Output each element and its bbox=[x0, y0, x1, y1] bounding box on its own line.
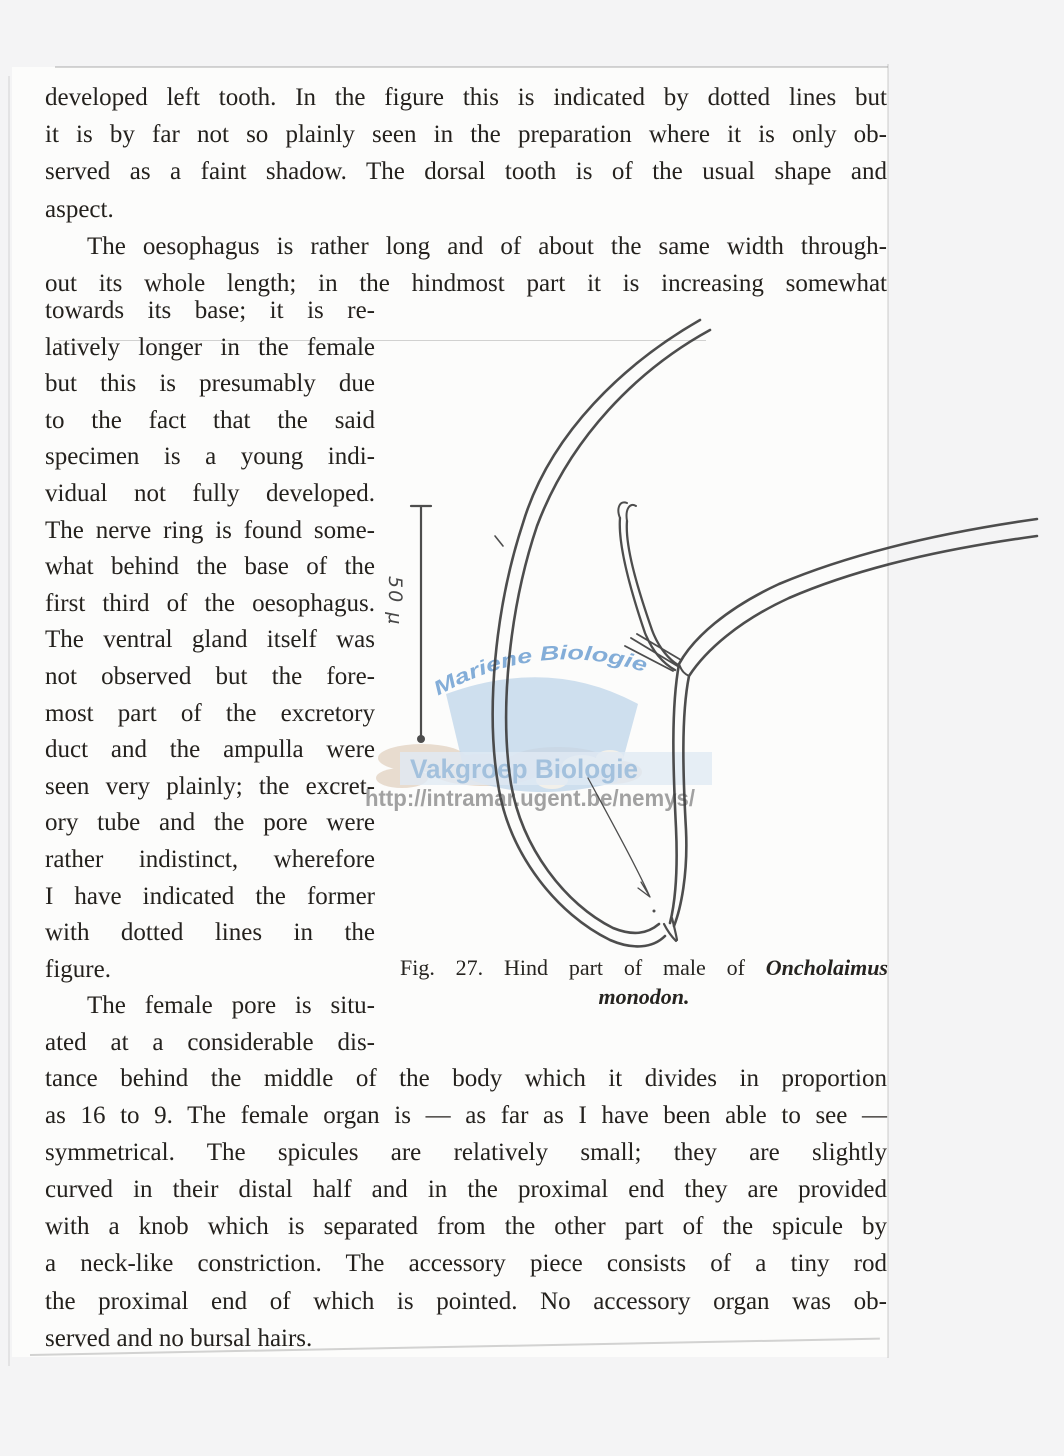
text-line: with dotted lines in the bbox=[45, 919, 375, 947]
page-left-edge bbox=[8, 76, 10, 1366]
text-line: The oesophagus is rather long and of about the same width through- bbox=[87, 232, 887, 260]
text-line: rather indistinct, wherefore bbox=[45, 845, 375, 873]
page-top-edge bbox=[55, 66, 888, 68]
text-line: vidual not fully developed. bbox=[45, 479, 375, 507]
dept-label: Vakgroep Biologie bbox=[410, 754, 638, 784]
text-line: ated at a considerable dis- bbox=[45, 1028, 375, 1056]
figure-caption bbox=[400, 953, 888, 1011]
caudal-duct-line bbox=[588, 778, 650, 897]
scale-bar-end-dot bbox=[417, 735, 425, 743]
figure-caption-line1 bbox=[400, 953, 888, 982]
text-line: but this is presumably due bbox=[45, 370, 375, 398]
text-line: the proximal end of which is pointed. No accessory organ was ob- bbox=[45, 1287, 887, 1315]
text-line: with a knob which is separated from the other part of the spicule by bbox=[45, 1213, 887, 1241]
text-line: towards its base; it is re- bbox=[45, 297, 375, 324]
text-line: specimen is a young indi- bbox=[45, 443, 375, 471]
text-line: ory tube and the pore were bbox=[45, 809, 375, 837]
text-line: it is by far not so plainly seen in the preparation where it is only ob- bbox=[45, 121, 887, 149]
text-line: served as a faint shadow. The dorsal tooth is of the usual shape and bbox=[45, 158, 887, 186]
text-line: a neck-like constriction. The accessory piece consists of a tiny rod bbox=[45, 1250, 887, 1278]
text-line: The nerve ring is found some- bbox=[45, 516, 375, 544]
accessory-piece bbox=[625, 634, 681, 671]
text-line: out its whole length; in the hindmost part it is increasing somewhat bbox=[45, 269, 887, 297]
paragraph-top bbox=[45, 79, 887, 302]
caudal-dot bbox=[653, 910, 656, 913]
text-line: tance behind the middle of the body which it divides in proportion bbox=[45, 1065, 887, 1092]
marine-biology-arc-label: Mariene Biologie bbox=[430, 642, 647, 701]
text-line: duct and the ampulla were bbox=[45, 736, 375, 764]
figure-drawing-nematode-tail bbox=[375, 308, 1064, 1028]
text-line: The ventral gland itself was bbox=[45, 626, 375, 654]
text-line: first third of the oesophagus. bbox=[45, 589, 375, 617]
text-line: I have indicated the former bbox=[45, 882, 375, 910]
text-line: what behind the base of the bbox=[45, 553, 375, 581]
text-line: figure. bbox=[45, 955, 111, 983]
caption-species-name: Oncholaimus bbox=[765, 955, 888, 980]
text-line: seen very plainly; the excret- bbox=[45, 772, 375, 800]
text-line: curved in their distal half and in the proximal end they are provided bbox=[45, 1176, 887, 1204]
scale-bar bbox=[411, 506, 431, 737]
paragraph-bottom bbox=[45, 1060, 887, 1357]
scale-label: 50 μ bbox=[384, 576, 406, 627]
body-outline-outer bbox=[493, 320, 700, 946]
paragraph-left-column bbox=[45, 293, 375, 1061]
text-line: to the fact that the said bbox=[45, 406, 375, 434]
text-line: aspect. bbox=[45, 195, 114, 223]
text-line: The female pore is situ- bbox=[87, 992, 375, 1020]
text-line: developed left tooth. In the figure this is indicated by dotted lines but bbox=[45, 84, 887, 111]
text-line: latively longer in the female bbox=[45, 333, 375, 361]
cloacal-opening bbox=[679, 664, 689, 676]
watermark-url: http://intramar.ugent.be/nemys/ bbox=[365, 785, 696, 811]
body-outline-inner bbox=[506, 330, 710, 933]
ventral-wall-inner bbox=[670, 519, 1037, 923]
figure-caption-line2: monodon. bbox=[598, 984, 690, 1009]
ventral-wall-outer bbox=[674, 536, 1037, 926]
text-line: served and no bursal hairs. bbox=[45, 1324, 313, 1352]
text-line: symmetrical. The spicules are relatively small; they are slightly bbox=[45, 1139, 887, 1167]
text-line: most part of the excretory bbox=[45, 699, 375, 727]
text-line: not observed but the fore- bbox=[45, 662, 375, 690]
text-line: as 16 to 9. The female organ is — as far as I have been able to see — bbox=[45, 1102, 887, 1130]
seta-spur bbox=[495, 536, 503, 546]
caption-text: Fig. 27. Hind part of male of bbox=[400, 955, 745, 980]
